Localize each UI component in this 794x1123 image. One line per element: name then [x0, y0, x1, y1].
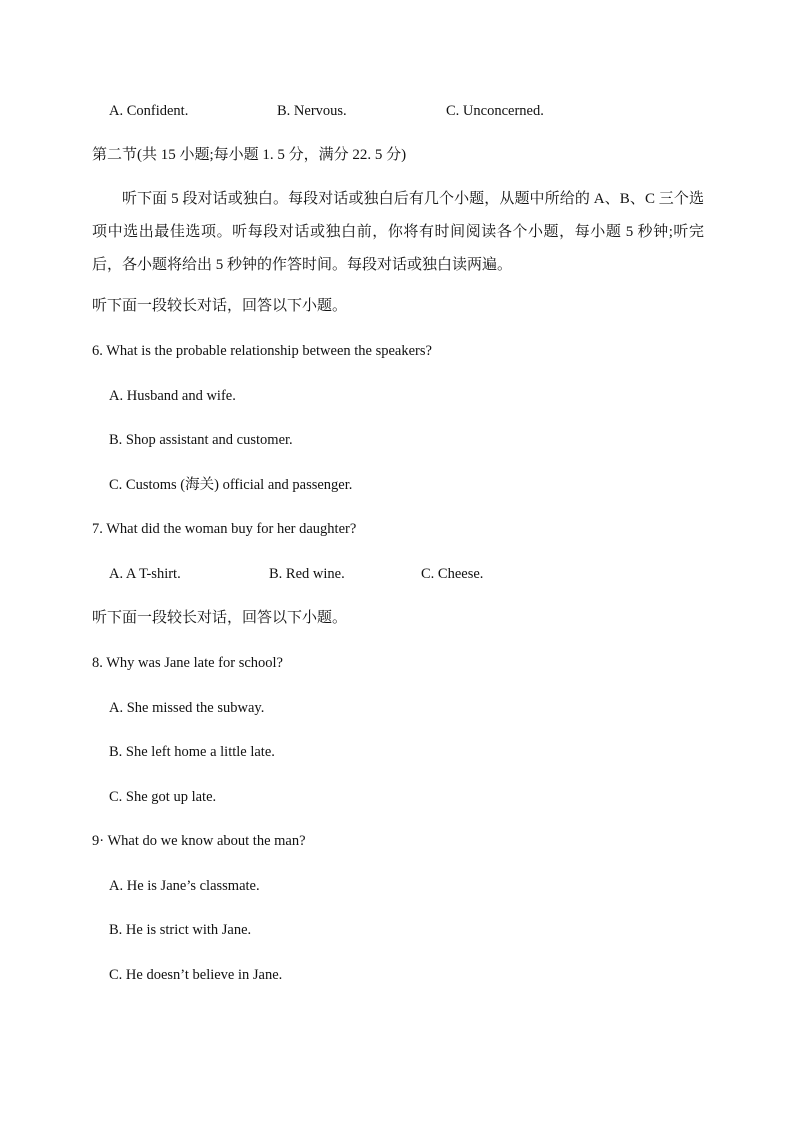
q6-option-a: A. Husband and wife. — [109, 388, 236, 404]
q9-option-c: C. He doesn’t believe in Jane. — [109, 967, 283, 983]
q9-question: 9· What do we know about the man? — [92, 833, 306, 849]
q8-option-c: C. She got up late. — [109, 789, 217, 805]
q6-question: 6. What is the probable relationship between the speakers? — [92, 343, 432, 359]
section-header: 第二节(共 15 小题;每小题 1. 5 分，满分 22. 5 分) — [92, 147, 407, 163]
q5-option-a: A. Confident. — [109, 103, 189, 119]
q7-question: 7. What did the woman buy for her daughter? — [92, 521, 357, 537]
q9-option-a: A. He is Jane’s classmate. — [109, 878, 260, 894]
q8-option-a: A. She missed the subway. — [109, 700, 265, 716]
q8-question: 8. Why was Jane late for school? — [92, 655, 283, 671]
q7-option-a: A. A T-shirt. — [109, 566, 181, 582]
q9-option-b: B. He is strict with Jane. — [109, 922, 252, 938]
q5-option-c: C. Unconcerned. — [446, 103, 544, 119]
q8-option-b: B. She left home a little late. — [109, 744, 275, 760]
q5-option-b: B. Nervous. — [277, 103, 347, 119]
instructions: 听下面 5 段对话或独白。每段对话或独白后有几个小题，从题中所给的 A、B、C 三个选项中选出最佳选项。听每段对话或独白前，你将有时间阅读各个小题，每小题 5 秒钟;听完后，各小题将给出 5 秒钟的作答时间。每段对话或独白读两遍。 — [92, 191, 704, 273]
q7-option-b: B. Red wine. — [269, 566, 345, 582]
q6-option-b: B. Shop assistant and customer. — [109, 432, 293, 448]
dialogue-intro-1: 听下面一段较长对话，回答以下小题。 — [92, 298, 348, 314]
dialogue-intro-2: 听下面一段较长对话，回答以下小题。 — [92, 610, 348, 626]
q6-option-c: C. Customs (海关) official and passenger. — [109, 477, 353, 493]
q7-option-c: C. Cheese. — [421, 566, 484, 582]
